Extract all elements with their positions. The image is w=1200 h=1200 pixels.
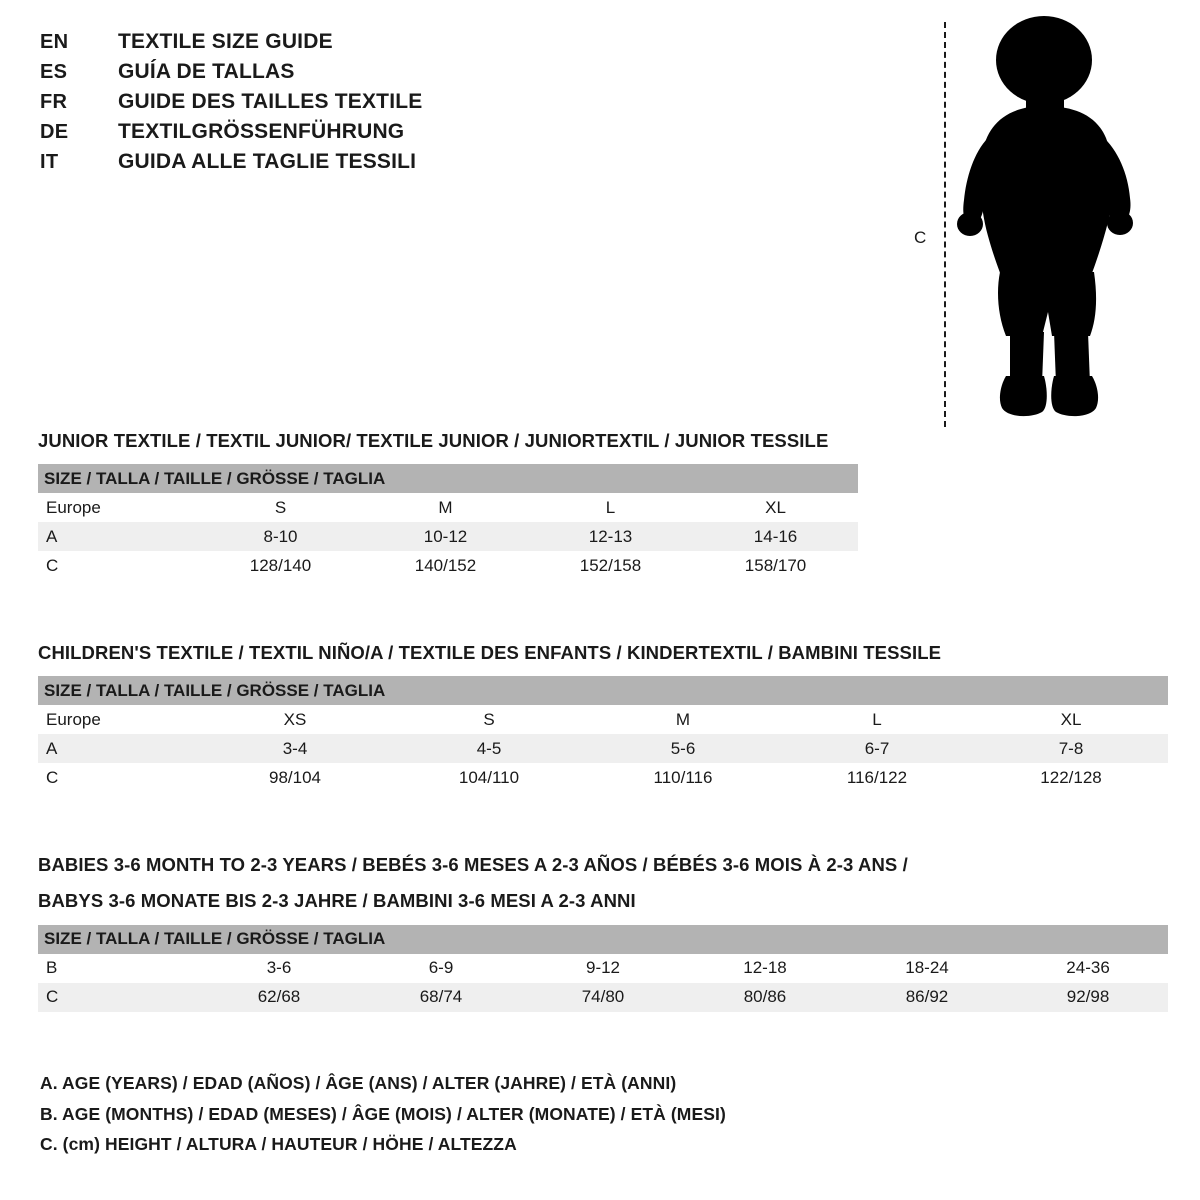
children-size-table (38, 676, 1168, 792)
cell-value: 116/122 (780, 763, 974, 792)
babies-section-heading-line2: BABYS 3-6 MONATE BIS 2-3 JAHRE / BAMBINI 3-6 MESI A 2-3 ANNI (38, 890, 636, 912)
babies-textile-section (38, 852, 1168, 1012)
cell-value: 98/104 (198, 763, 392, 792)
cell-value: 4-5 (392, 734, 586, 763)
children-band-label: SIZE / TALLA / TAILLE / GRÖSSE / TAGLIA (38, 676, 1168, 705)
legend-line-b: B. AGE (MONTHS) / EDAD (MESES) / ÂGE (MOIS) / ALTER (MONATE) / ETÀ (MESI) (40, 1103, 726, 1124)
cell-value: 3-6 (198, 954, 360, 983)
cell-value: 7-8 (974, 734, 1168, 763)
row-label: A (38, 734, 198, 763)
cell-value: 140/152 (363, 551, 528, 580)
cell-value: M (586, 705, 780, 734)
cell-value: 152/158 (528, 551, 693, 580)
table-row (38, 522, 858, 551)
junior-band-label: SIZE / TALLA / TAILLE / GRÖSSE / TAGLIA (38, 464, 858, 493)
language-row-en (40, 30, 860, 60)
children-textile-section (38, 640, 1168, 792)
table-row (38, 551, 858, 580)
cell-value: 110/116 (586, 763, 780, 792)
legend-block (40, 1068, 1040, 1160)
cell-value: 14-16 (693, 522, 858, 551)
cell-value: S (198, 493, 363, 522)
table-row (38, 734, 1168, 763)
child-silhouette-figure (900, 10, 1160, 430)
junior-table-band (38, 464, 858, 493)
cell-value: 158/170 (693, 551, 858, 580)
cell-value: 122/128 (974, 763, 1168, 792)
language-title: GUIDE DES TAILLES TEXTILE (118, 90, 423, 113)
cell-value: 92/98 (1008, 983, 1168, 1012)
cell-value: XS (198, 705, 392, 734)
cell-value: 86/92 (846, 983, 1008, 1012)
language-title: GUÍA DE TALLAS (118, 60, 295, 83)
row-label: Europe (38, 705, 198, 734)
toddler-silhouette-icon (948, 14, 1148, 426)
cell-value: 5-6 (586, 734, 780, 763)
cell-value: M (363, 493, 528, 522)
cell-value: 18-24 (846, 954, 1008, 983)
cell-value: 8-10 (198, 522, 363, 551)
legend-line-c: C. (cm) HEIGHT / ALTURA / HAUTEUR / HÖHE / ALTEZZA (40, 1134, 517, 1155)
cell-value: 74/80 (522, 983, 684, 1012)
babies-size-table (38, 925, 1168, 1012)
cell-value: L (780, 705, 974, 734)
cell-value: S (392, 705, 586, 734)
cell-value: 3-4 (198, 734, 392, 763)
cell-value: 12-18 (684, 954, 846, 983)
cell-value: 104/110 (392, 763, 586, 792)
table-row (38, 763, 1168, 792)
row-label: A (38, 522, 198, 551)
cell-value: 12-13 (528, 522, 693, 551)
cell-value: 10-12 (363, 522, 528, 551)
cell-value: 80/86 (684, 983, 846, 1012)
language-row-fr (40, 90, 860, 120)
cell-value: 68/74 (360, 983, 522, 1012)
cell-value: 62/68 (198, 983, 360, 1012)
height-dashed-line (944, 22, 946, 427)
language-title: GUIDA ALLE TAGLIE TESSILI (118, 150, 417, 173)
language-title: TEXTILGRÖSSENFÜHRUNG (118, 120, 405, 143)
cell-value: 128/140 (198, 551, 363, 580)
language-row-de (40, 120, 860, 150)
junior-size-table (38, 464, 858, 580)
row-label: C (38, 983, 198, 1012)
cell-value: 6-7 (780, 734, 974, 763)
language-code: ES (40, 61, 68, 83)
language-title-block (40, 30, 860, 180)
table-row (38, 493, 858, 522)
language-title: TEXTILE SIZE GUIDE (118, 30, 333, 53)
cell-value: XL (974, 705, 1168, 734)
cell-value: 6-9 (360, 954, 522, 983)
language-row-it (40, 150, 860, 180)
language-code: DE (40, 121, 69, 143)
row-label: C (38, 551, 198, 580)
row-label: Europe (38, 493, 198, 522)
cell-value: 24-36 (1008, 954, 1168, 983)
babies-band-label: SIZE / TALLA / TAILLE / GRÖSSE / TAGLIA (38, 925, 1168, 954)
language-code: EN (40, 31, 69, 53)
language-code: IT (40, 151, 59, 173)
table-row (38, 983, 1168, 1012)
row-label: B (38, 954, 198, 983)
cell-value: L (528, 493, 693, 522)
cell-value: XL (693, 493, 858, 522)
language-row-es (40, 60, 860, 90)
legend-line-a: A. AGE (YEARS) / EDAD (AÑOS) / ÂGE (ANS) / ALTER (JAHRE) / ETÀ (ANNI) (40, 1073, 677, 1093)
babies-section-heading-line1: BABIES 3-6 MONTH TO 2-3 YEARS / BEBÉS 3-6 MESES A 2-3 AÑOS / BÉBÉS 3-6 MOIS À 2-3 ANS / (38, 854, 908, 875)
language-code: FR (40, 91, 68, 113)
babies-table-band (38, 925, 1168, 954)
table-row (38, 954, 1168, 983)
junior-textile-section (38, 428, 1158, 580)
row-label: C (38, 763, 198, 792)
children-section-heading: CHILDREN'S TEXTILE / TEXTIL NIÑO/A / TEXTILE DES ENFANTS / KINDERTEXTIL / BAMBINI TESSILE (38, 642, 942, 663)
cell-value: 9-12 (522, 954, 684, 983)
table-row (38, 705, 1168, 734)
children-table-band (38, 676, 1168, 705)
junior-section-heading: JUNIOR TEXTILE / TEXTIL JUNIOR/ TEXTILE JUNIOR / JUNIORTEXTIL / JUNIOR TESSILE (38, 430, 829, 451)
height-measure-label: C (914, 228, 927, 247)
